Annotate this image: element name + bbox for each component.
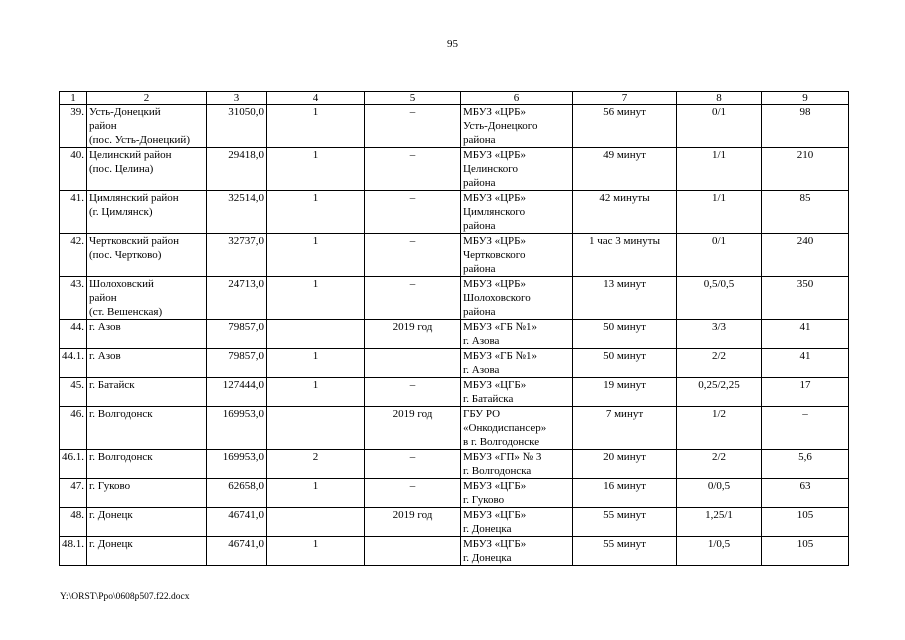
population-cell: 79857,0: [207, 349, 267, 378]
column-9-cell: 98: [762, 105, 849, 148]
header-cell: 9: [762, 92, 849, 105]
region-cell-line: Целинский район: [89, 149, 172, 161]
table-row: [60, 320, 849, 349]
region-cell: [87, 450, 207, 479]
institution-cell-line: Целинского: [463, 163, 518, 175]
column-4-cell: [267, 320, 365, 349]
population-cell: 79857,0: [207, 320, 267, 349]
row-number-cell: 39.: [60, 105, 87, 148]
institution-cell: [461, 277, 573, 320]
table-row: [60, 450, 849, 479]
region-cell: [87, 105, 207, 148]
population-cell: 127444,0: [207, 378, 267, 407]
region-cell-line: Цимлянский район: [89, 192, 179, 204]
column-9-cell: –: [762, 407, 849, 450]
region-cell-line: (ст. Вешенская): [89, 306, 163, 318]
travel-time-cell: 56 минут: [573, 105, 677, 148]
column-8-cell: 2/2: [677, 349, 762, 378]
institution-cell: [461, 378, 573, 407]
institution-cell: [461, 479, 573, 508]
table-row: [60, 479, 849, 508]
population-cell: 24713,0: [207, 277, 267, 320]
column-5-cell: 2019 год: [365, 508, 461, 537]
row-number-cell: 47.: [60, 479, 87, 508]
region-cell-line: Чертковский район: [89, 235, 180, 247]
institution-cell: [461, 537, 573, 566]
column-5-cell: [365, 349, 461, 378]
column-8-cell: 0/0,5: [677, 479, 762, 508]
population-cell: 32514,0: [207, 191, 267, 234]
column-9-cell: 85: [762, 191, 849, 234]
travel-time-cell: 20 минут: [573, 450, 677, 479]
column-5-cell: –: [365, 191, 461, 234]
row-number-cell: 44.1.: [60, 349, 87, 378]
region-cell-line: (г. Цимлянск): [89, 206, 153, 218]
column-4-cell: 1: [267, 191, 365, 234]
data-table: [59, 91, 849, 566]
column-4-cell: 2: [267, 450, 365, 479]
institution-cell-line: г. Донецка: [463, 552, 512, 564]
institution-cell-line: района: [463, 306, 496, 318]
column-5-cell: –: [365, 479, 461, 508]
column-4-cell: 1: [267, 378, 365, 407]
region-cell-line: район: [89, 120, 117, 132]
column-5-cell: –: [365, 148, 461, 191]
table-row: [60, 148, 849, 191]
region-cell-line: район: [89, 292, 117, 304]
institution-cell-line: МБУЗ «ЦГБ»: [463, 509, 527, 521]
table-row: [60, 105, 849, 148]
column-8-cell: 1/1: [677, 191, 762, 234]
table-row: [60, 191, 849, 234]
page-number: 95: [447, 38, 458, 50]
travel-time-cell: 50 минут: [573, 320, 677, 349]
institution-cell-line: района: [463, 134, 496, 146]
population-cell: 46741,0: [207, 537, 267, 566]
header-cell: 3: [207, 92, 267, 105]
region-cell: [87, 234, 207, 277]
header-cell: 4: [267, 92, 365, 105]
column-4-cell: 1: [267, 349, 365, 378]
travel-time-cell: 7 минут: [573, 407, 677, 450]
column-8-cell: 0/1: [677, 105, 762, 148]
table-row: [60, 537, 849, 566]
region-cell-line: г. Гуково: [89, 480, 131, 492]
column-8-cell: 0/1: [677, 234, 762, 277]
column-8-cell: 1,25/1: [677, 508, 762, 537]
table-row: [60, 277, 849, 320]
population-cell: 169953,0: [207, 407, 267, 450]
column-4-cell: 1: [267, 148, 365, 191]
column-4-cell: 1: [267, 234, 365, 277]
population-cell: 169953,0: [207, 450, 267, 479]
travel-time-cell: 49 минут: [573, 148, 677, 191]
header-cell: 7: [573, 92, 677, 105]
region-cell-line: г. Донецк: [89, 509, 133, 521]
header-cell: 6: [461, 92, 573, 105]
column-4-cell: 1: [267, 277, 365, 320]
table-body: [60, 105, 849, 566]
column-5-cell: –: [365, 450, 461, 479]
column-9-cell: 17: [762, 378, 849, 407]
institution-cell-line: «Онкодиспансер»: [463, 422, 547, 434]
header-cell: 8: [677, 92, 762, 105]
column-5-cell: [365, 537, 461, 566]
table-row: [60, 234, 849, 277]
row-number-cell: 43.: [60, 277, 87, 320]
institution-cell: [461, 320, 573, 349]
row-number-cell: 48.: [60, 508, 87, 537]
table-row: [60, 508, 849, 537]
header-cell: 2: [87, 92, 207, 105]
travel-time-cell: 19 минут: [573, 378, 677, 407]
travel-time-cell: 13 минут: [573, 277, 677, 320]
institution-cell-line: г. Азова: [463, 364, 500, 376]
column-9-cell: 210: [762, 148, 849, 191]
region-cell-line: (пос. Целина): [89, 163, 154, 175]
institution-cell-line: Усть-Донецкого: [463, 120, 538, 132]
institution-cell-line: МБУЗ «ЦРБ»: [463, 235, 526, 247]
institution-cell: [461, 148, 573, 191]
region-cell-line: г. Волгодонск: [89, 408, 153, 420]
travel-time-cell: 42 минуты: [573, 191, 677, 234]
travel-time-cell: 1 час 3 минуты: [573, 234, 677, 277]
region-cell: [87, 378, 207, 407]
population-cell: 32737,0: [207, 234, 267, 277]
row-number-cell: 44.: [60, 320, 87, 349]
column-8-cell: 2/2: [677, 450, 762, 479]
row-number-cell: 41.: [60, 191, 87, 234]
institution-cell: [461, 450, 573, 479]
region-cell-line: (пос. Чертково): [89, 249, 162, 261]
region-cell-line: г. Батайск: [89, 379, 135, 391]
header-cell: 5: [365, 92, 461, 105]
region-cell: [87, 479, 207, 508]
travel-time-cell: 50 минут: [573, 349, 677, 378]
region-cell: [87, 407, 207, 450]
region-cell: [87, 191, 207, 234]
column-5-cell: 2019 год: [365, 320, 461, 349]
column-8-cell: 1/1: [677, 148, 762, 191]
institution-cell: [461, 349, 573, 378]
institution-cell-line: ГБУ РО: [463, 408, 501, 420]
region-cell-line: Усть-Донецкий: [89, 106, 161, 118]
column-4-cell: [267, 508, 365, 537]
row-number-cell: 45.: [60, 378, 87, 407]
institution-cell: [461, 508, 573, 537]
institution-cell-line: г. Волгодонска: [463, 465, 532, 477]
column-9-cell: 5,6: [762, 450, 849, 479]
row-number-cell: 40.: [60, 148, 87, 191]
population-cell: 46741,0: [207, 508, 267, 537]
column-4-cell: [267, 407, 365, 450]
institution-cell: [461, 407, 573, 450]
region-cell: [87, 508, 207, 537]
travel-time-cell: 16 минут: [573, 479, 677, 508]
institution-cell-line: района: [463, 177, 496, 189]
institution-cell-line: г. Батайска: [463, 393, 514, 405]
institution-cell-line: Цимлянского: [463, 206, 526, 218]
column-8-cell: 1/0,5: [677, 537, 762, 566]
travel-time-cell: 55 минут: [573, 537, 677, 566]
institution-cell-line: МБУЗ «ГП» № 3: [463, 451, 542, 463]
column-8-cell: 1/2: [677, 407, 762, 450]
institution-cell-line: г. Донецка: [463, 523, 512, 535]
column-9-cell: 105: [762, 508, 849, 537]
institution-cell-line: в г. Волгодонске: [463, 436, 540, 448]
institution-cell-line: МБУЗ «ЦРБ»: [463, 192, 526, 204]
column-4-cell: 1: [267, 479, 365, 508]
column-9-cell: 105: [762, 537, 849, 566]
column-9-cell: 41: [762, 320, 849, 349]
header-cell: 1: [60, 92, 87, 105]
column-8-cell: 0,25/2,25: [677, 378, 762, 407]
institution-cell: [461, 191, 573, 234]
institution-cell: [461, 234, 573, 277]
region-cell-line: Шолоховский: [89, 278, 154, 290]
column-9-cell: 41: [762, 349, 849, 378]
institution-cell-line: МБУЗ «ЦРБ»: [463, 278, 526, 290]
institution-cell-line: района: [463, 263, 496, 275]
row-number-cell: 48.1.: [60, 537, 87, 566]
institution-cell-line: МБУЗ «ГБ №1»: [463, 321, 538, 333]
population-cell: 29418,0: [207, 148, 267, 191]
row-number-cell: 46.1.: [60, 450, 87, 479]
file-path-footer: Y:\ORST\Ppo\0608p507.f22.docx: [60, 592, 190, 602]
row-number-cell: 46.: [60, 407, 87, 450]
institution-cell-line: Шолоховского: [463, 292, 531, 304]
region-cell: [87, 320, 207, 349]
table-row: [60, 349, 849, 378]
institution-cell-line: МБУЗ «ЦГБ»: [463, 379, 527, 391]
region-cell-line: г. Донецк: [89, 538, 133, 550]
region-cell: [87, 277, 207, 320]
institution-cell-line: МБУЗ «ЦРБ»: [463, 149, 526, 161]
column-4-cell: 1: [267, 105, 365, 148]
column-8-cell: 3/3: [677, 320, 762, 349]
column-8-cell: 0,5/0,5: [677, 277, 762, 320]
institution-cell-line: МБУЗ «ЦГБ»: [463, 538, 527, 550]
travel-time-cell: 55 минут: [573, 508, 677, 537]
institution-cell-line: МБУЗ «ЦГБ»: [463, 480, 527, 492]
region-cell-line: (пос. Усть-Донецкий): [89, 134, 190, 146]
region-cell-line: г. Волгодонск: [89, 451, 153, 463]
institution-cell: [461, 105, 573, 148]
institution-cell-line: МБУЗ «ЦРБ»: [463, 106, 526, 118]
column-5-cell: –: [365, 277, 461, 320]
population-cell: 31050,0: [207, 105, 267, 148]
region-cell-line: г. Азов: [89, 321, 121, 333]
column-4-cell: 1: [267, 537, 365, 566]
table-row: [60, 407, 849, 450]
institution-cell-line: района: [463, 220, 496, 232]
institution-cell-line: г. Гуково: [463, 494, 505, 506]
column-9-cell: 350: [762, 277, 849, 320]
institution-cell-line: МБУЗ «ГБ №1»: [463, 350, 538, 362]
row-number-cell: 42.: [60, 234, 87, 277]
column-5-cell: –: [365, 234, 461, 277]
header-row: [60, 92, 849, 105]
region-cell-line: г. Азов: [89, 350, 121, 362]
institution-cell-line: Чертковского: [463, 249, 526, 261]
table-row: [60, 378, 849, 407]
institution-cell-line: г. Азова: [463, 335, 500, 347]
column-5-cell: –: [365, 378, 461, 407]
column-9-cell: 240: [762, 234, 849, 277]
region-cell: [87, 537, 207, 566]
population-cell: 62658,0: [207, 479, 267, 508]
column-5-cell: –: [365, 105, 461, 148]
region-cell: [87, 148, 207, 191]
column-9-cell: 63: [762, 479, 849, 508]
region-cell: [87, 349, 207, 378]
column-5-cell: 2019 год: [365, 407, 461, 450]
